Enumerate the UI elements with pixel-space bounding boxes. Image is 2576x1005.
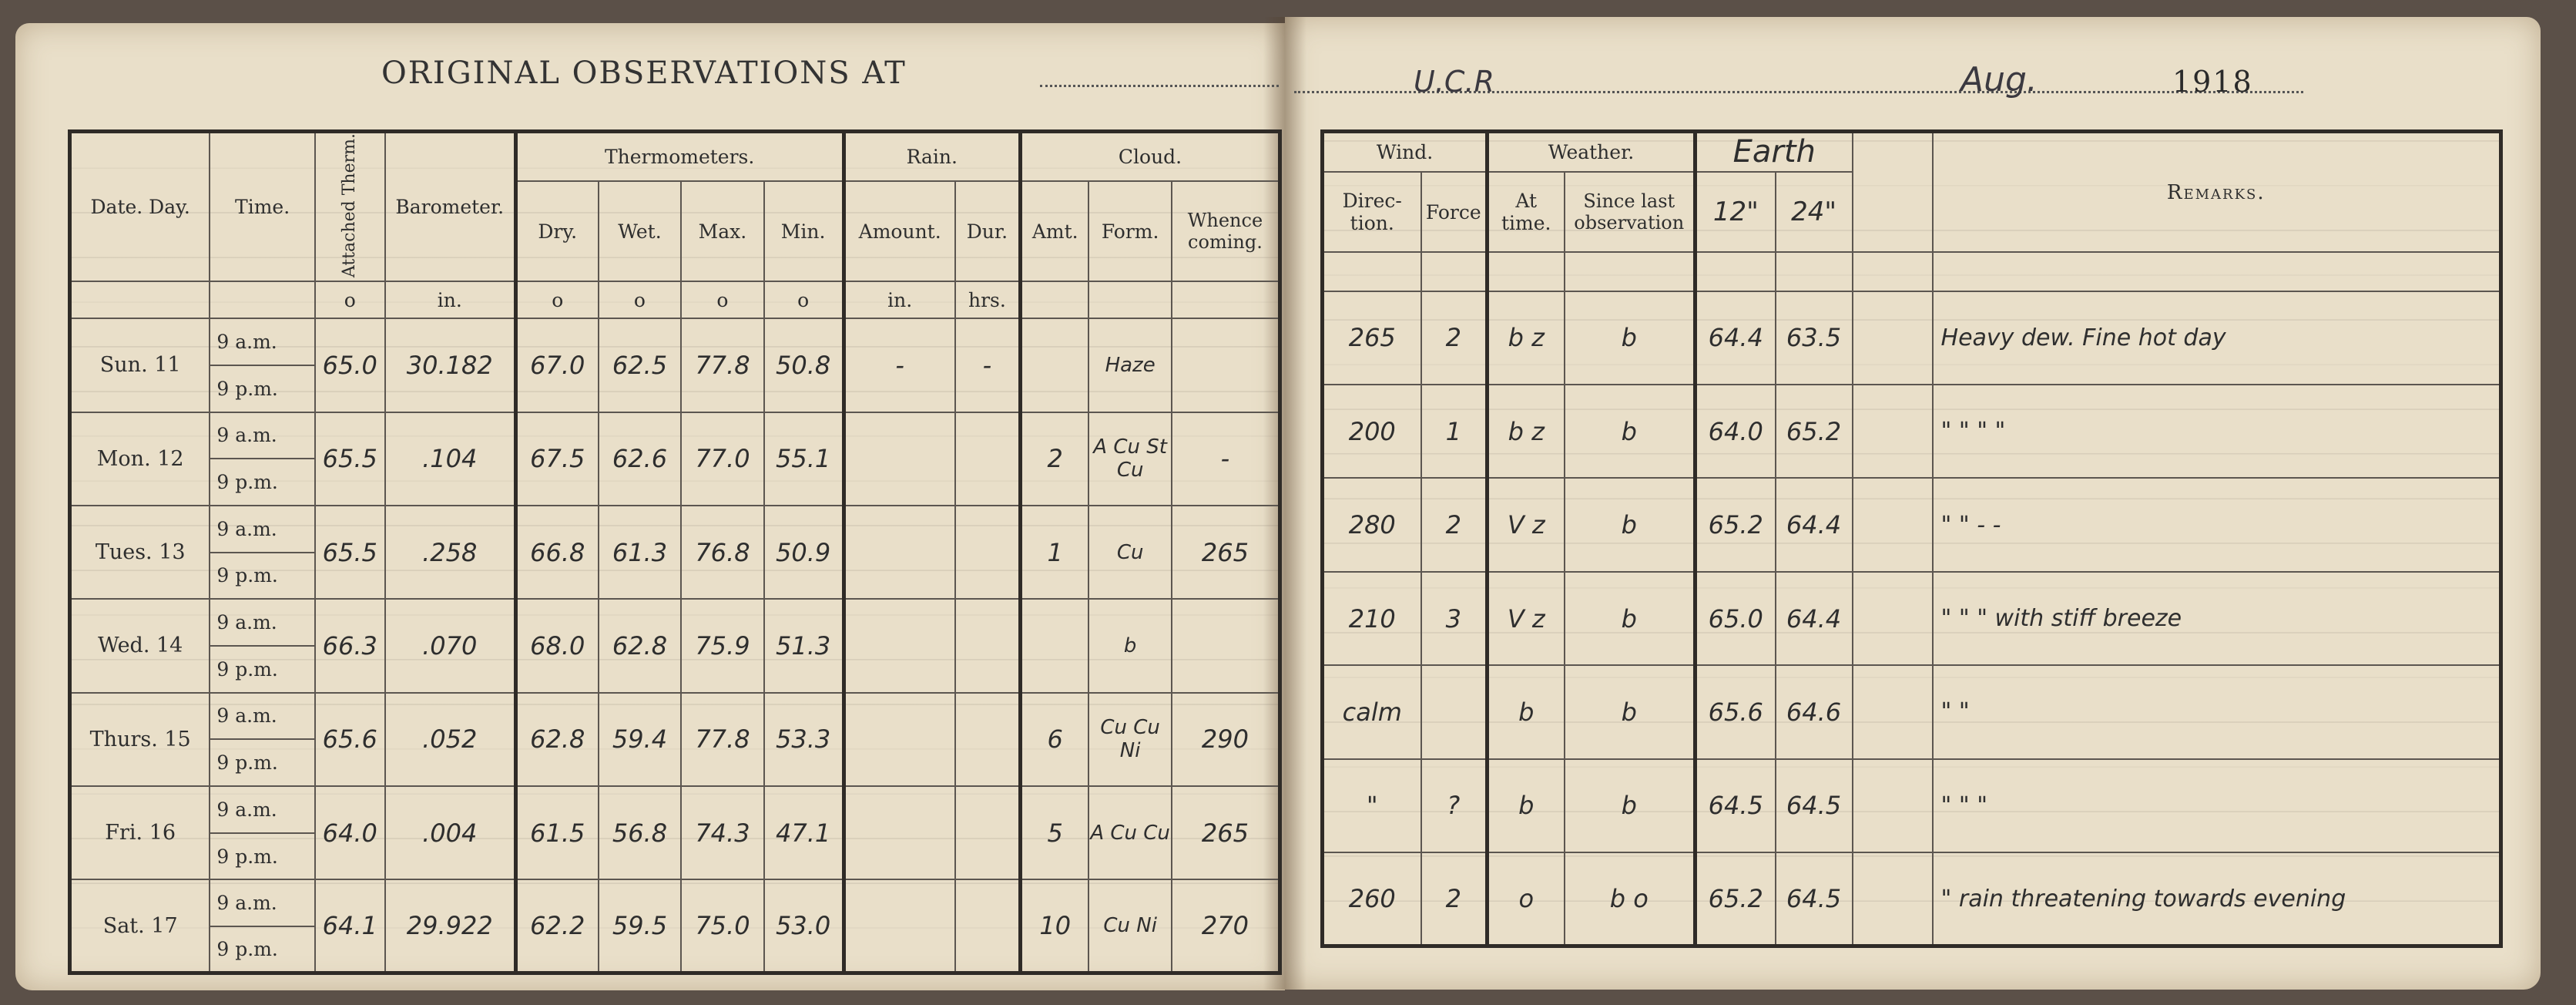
cloud-form-value: Cu xyxy=(1088,506,1171,599)
attached-therm-value: 65.5 xyxy=(315,412,385,506)
table-row xyxy=(70,786,1280,833)
earth-12-value: 64.5 xyxy=(1696,759,1776,852)
barometer-value: .104 xyxy=(385,412,515,506)
weather-since-last-value: b xyxy=(1565,572,1696,665)
weather-at-time-value: V z xyxy=(1488,478,1565,571)
earth-24-value: 64.5 xyxy=(1776,852,1853,946)
wind-force-value: 2 xyxy=(1421,852,1488,946)
min-value: 53.3 xyxy=(764,693,844,786)
table-row xyxy=(70,599,1280,646)
whence-value: 265 xyxy=(1172,786,1280,879)
time-pm: 9 p.m. xyxy=(210,459,314,506)
weather-since-last-value: b xyxy=(1565,385,1696,478)
wind-direction-value: 280 xyxy=(1323,478,1421,571)
earth-24-value: 63.5 xyxy=(1776,291,1853,385)
blank-cell xyxy=(1853,852,1933,946)
unit-max: o xyxy=(681,281,763,318)
remarks-value: " rain threatening towards evening xyxy=(1933,852,2501,946)
blank-cell xyxy=(1853,385,1933,478)
cloud-form-value: b xyxy=(1088,599,1171,692)
rain-dur-value xyxy=(955,786,1021,879)
cloud-amt-value: 1 xyxy=(1021,506,1089,599)
barometer-value: .052 xyxy=(385,693,515,786)
wind-force-value: 2 xyxy=(1421,478,1488,571)
dry-value: 61.5 xyxy=(515,786,598,879)
wind-direction-value: 210 xyxy=(1323,572,1421,665)
rain-dur-value xyxy=(955,412,1021,506)
table-row xyxy=(70,879,1280,926)
day-label: Tues. 13 xyxy=(70,506,210,599)
rain-amount-value xyxy=(844,786,955,879)
time-pm: 9 p.m. xyxy=(210,553,314,600)
rain-amount-value xyxy=(844,879,955,973)
max-value: 75.0 xyxy=(681,879,763,973)
rain-dur-value xyxy=(955,599,1021,692)
day-label: Mon. 12 xyxy=(70,412,210,506)
weather-at-time-value: b xyxy=(1488,759,1565,852)
col-weather: Weather. xyxy=(1488,132,1696,172)
whence-value: 265 xyxy=(1172,506,1280,599)
time-am: 9 a.m. xyxy=(210,412,314,459)
dry-value: 67.5 xyxy=(515,412,598,506)
barometer-value: 29.922 xyxy=(385,879,515,973)
wind-force-value xyxy=(1421,665,1488,758)
rain-amount-value xyxy=(844,599,955,692)
attached-therm-label: Attached Therm. xyxy=(340,133,360,278)
wet-value: 56.8 xyxy=(599,786,681,879)
col-weather-at-time: At time. xyxy=(1488,172,1565,253)
day-label: Fri. 16 xyxy=(70,786,210,879)
barometer-value: .070 xyxy=(385,599,515,692)
col-barometer: Barometer. xyxy=(385,132,515,282)
wet-value: 62.8 xyxy=(599,599,681,692)
weather-at-time-value: V z xyxy=(1488,572,1565,665)
month-name: Aug. xyxy=(1961,60,2038,99)
wind-force-value: 2 xyxy=(1421,291,1488,385)
col-max: Max. xyxy=(681,181,763,281)
right-units-row xyxy=(1323,252,2501,291)
day-label: Wed. 14 xyxy=(70,599,210,692)
wet-value: 59.4 xyxy=(599,693,681,786)
table-row xyxy=(1323,665,2501,758)
wind-direction-value: " xyxy=(1323,759,1421,852)
time-pm: 9 p.m. xyxy=(210,833,314,880)
units-row xyxy=(70,281,1280,318)
dry-value: 66.8 xyxy=(515,506,598,599)
right-observation-table xyxy=(1320,129,2503,948)
day-label: Sat. 17 xyxy=(70,879,210,973)
table-row xyxy=(1323,759,2501,852)
unit-attached: o xyxy=(315,281,385,318)
remarks-value: " " - - xyxy=(1933,478,2501,571)
dry-value: 67.0 xyxy=(515,318,598,412)
table-row xyxy=(70,506,1280,553)
col-time: Time. xyxy=(210,132,314,282)
rain-dur-value xyxy=(955,693,1021,786)
page-title: ORIGINAL OBSERVATIONS AT xyxy=(381,55,907,91)
blank-cell xyxy=(1853,759,1933,852)
earth-12-value: 64.4 xyxy=(1696,291,1776,385)
min-value: 50.9 xyxy=(764,506,844,599)
col-thermometers: Thermometers. xyxy=(515,132,844,182)
cloud-form-value: Cu Ni xyxy=(1088,879,1171,973)
table-row xyxy=(1323,852,2501,946)
wet-value: 59.5 xyxy=(599,879,681,973)
max-value: 77.8 xyxy=(681,693,763,786)
col-weather-since-last: Since last observation xyxy=(1565,172,1696,253)
max-value: 77.0 xyxy=(681,412,763,506)
earth-12-value: 65.6 xyxy=(1696,665,1776,758)
right-table-body xyxy=(1323,291,2501,946)
blank-cell xyxy=(1853,478,1933,571)
earth-24-value: 64.4 xyxy=(1776,572,1853,665)
col-cloud: Cloud. xyxy=(1021,132,1280,182)
col-dry: Dry. xyxy=(515,181,598,281)
col-cloud-amt: Amt. xyxy=(1021,181,1089,281)
col-wind-direction: Direc-tion. xyxy=(1323,172,1421,253)
earth-12-value: 65.0 xyxy=(1696,572,1776,665)
col-earth-12: 12" xyxy=(1696,172,1776,253)
table-row xyxy=(1323,291,2501,385)
col-wet: Wet. xyxy=(599,181,681,281)
attached-therm-value: 65.6 xyxy=(315,693,385,786)
col-wind: Wind. xyxy=(1323,132,1488,172)
table-row xyxy=(70,693,1280,740)
whence-value: - xyxy=(1172,412,1280,506)
earth-24-value: 64.6 xyxy=(1776,665,1853,758)
col-remarks: Remarks. xyxy=(1933,132,2501,253)
weather-since-last-value: b xyxy=(1565,291,1696,385)
wet-value: 62.5 xyxy=(599,318,681,412)
time-pm: 9 p.m. xyxy=(210,646,314,693)
dry-value: 62.2 xyxy=(515,879,598,973)
earth-24-value: 65.2 xyxy=(1776,385,1853,478)
max-value: 76.8 xyxy=(681,506,763,599)
rain-amount-value xyxy=(844,412,955,506)
rain-amount-value: - xyxy=(844,318,955,412)
table-row xyxy=(1323,478,2501,571)
time-pm: 9 p.m. xyxy=(210,926,314,973)
barometer-value: .004 xyxy=(385,786,515,879)
wind-direction-value: 260 xyxy=(1323,852,1421,946)
remarks-value: Heavy dew. Fine hot day xyxy=(1933,291,2501,385)
min-value: 55.1 xyxy=(764,412,844,506)
wet-value: 61.3 xyxy=(599,506,681,599)
cloud-amt-value: 5 xyxy=(1021,786,1089,879)
attached-therm-value: 64.0 xyxy=(315,786,385,879)
wind-force-value: 3 xyxy=(1421,572,1488,665)
earth-12-value: 65.2 xyxy=(1696,478,1776,571)
unit-dry: o xyxy=(515,281,598,318)
time-pm: 9 p.m. xyxy=(210,739,314,786)
col-rain-dur: Dur. xyxy=(955,181,1021,281)
min-value: 47.1 xyxy=(764,786,844,879)
max-value: 74.3 xyxy=(681,786,763,879)
col-whence: Whence coming. xyxy=(1172,181,1280,281)
wind-force-value: ? xyxy=(1421,759,1488,852)
min-value: 53.0 xyxy=(764,879,844,973)
unit-min: o xyxy=(764,281,844,318)
col-cloud-form: Form. xyxy=(1088,181,1171,281)
attached-therm-value: 65.5 xyxy=(315,506,385,599)
left-table-body xyxy=(70,318,1280,973)
weather-at-time-value: b z xyxy=(1488,291,1565,385)
remarks-value: " " " xyxy=(1933,759,2501,852)
remarks-value: " " xyxy=(1933,665,2501,758)
weather-since-last-value: b xyxy=(1565,478,1696,571)
wind-direction-value: 200 xyxy=(1323,385,1421,478)
dry-value: 68.0 xyxy=(515,599,598,692)
whence-value xyxy=(1172,318,1280,412)
time-am: 9 a.m. xyxy=(210,693,314,740)
unit-rain-amount: in. xyxy=(844,281,955,318)
title-dotted-line xyxy=(1040,85,1279,87)
time-am: 9 a.m. xyxy=(210,506,314,553)
col-earth-24: 24" xyxy=(1776,172,1853,253)
weather-at-time-value: b xyxy=(1488,665,1565,758)
time-am: 9 a.m. xyxy=(210,879,314,926)
attached-therm-value: 65.0 xyxy=(315,318,385,412)
rain-amount-value xyxy=(844,693,955,786)
cloud-form-value: Haze xyxy=(1088,318,1171,412)
earth-12-value: 64.0 xyxy=(1696,385,1776,478)
whence-value: 290 xyxy=(1172,693,1280,786)
rain-dur-value: - xyxy=(955,318,1021,412)
unit-barometer: in. xyxy=(385,281,515,318)
weather-at-time-value: o xyxy=(1488,852,1565,946)
wind-direction-value: 265 xyxy=(1323,291,1421,385)
col-min: Min. xyxy=(764,181,844,281)
whence-value xyxy=(1172,599,1280,692)
table-row xyxy=(70,412,1280,459)
day-label: Thurs. 15 xyxy=(70,693,210,786)
remarks-value: " " " " xyxy=(1933,385,2501,478)
remarks-value: " " " with stiff breeze xyxy=(1933,572,2501,665)
col-rain: Rain. xyxy=(844,132,1020,182)
col-wind-force: Force xyxy=(1421,172,1488,253)
cloud-form-value: Cu Cu Ni xyxy=(1088,693,1171,786)
min-value: 51.3 xyxy=(764,599,844,692)
cloud-form-value: A Cu Cu xyxy=(1088,786,1171,879)
max-value: 77.8 xyxy=(681,318,763,412)
cloud-amt-value xyxy=(1021,599,1089,692)
col-attached-therm xyxy=(315,132,385,282)
barometer-value: 30.182 xyxy=(385,318,515,412)
whence-value: 270 xyxy=(1172,879,1280,973)
station-name: U.C.R xyxy=(1414,65,1494,99)
attached-therm-value: 66.3 xyxy=(315,599,385,692)
weather-since-last-value: b xyxy=(1565,759,1696,852)
table-row xyxy=(1323,572,2501,665)
col-date-day: Date. Day. xyxy=(70,132,210,282)
dry-value: 62.8 xyxy=(515,693,598,786)
year: 1918 xyxy=(2172,65,2253,99)
time-am: 9 a.m. xyxy=(210,599,314,646)
wet-value: 62.6 xyxy=(599,412,681,506)
weather-since-last-value: b o xyxy=(1565,852,1696,946)
rain-dur-value xyxy=(955,879,1021,973)
rain-amount-value xyxy=(844,506,955,599)
cloud-amt-value: 6 xyxy=(1021,693,1089,786)
unit-wet: o xyxy=(599,281,681,318)
cloud-amt-value: 10 xyxy=(1021,879,1089,973)
time-pm: 9 p.m. xyxy=(210,365,314,412)
weather-at-time-value: b z xyxy=(1488,385,1565,478)
col-earth: Earth xyxy=(1696,132,1853,172)
day-label: Sun. 11 xyxy=(70,318,210,412)
earth-12-value: 65.2 xyxy=(1696,852,1776,946)
blank-cell xyxy=(1853,665,1933,758)
weather-since-last-value: b xyxy=(1565,665,1696,758)
table-row xyxy=(1323,385,2501,478)
attached-therm-value: 64.1 xyxy=(315,879,385,973)
wind-force-value: 1 xyxy=(1421,385,1488,478)
cloud-form-value: A Cu St Cu xyxy=(1088,412,1171,506)
left-observation-table xyxy=(68,129,1282,975)
table-row xyxy=(70,318,1280,365)
min-value: 50.8 xyxy=(764,318,844,412)
wind-direction-value: calm xyxy=(1323,665,1421,758)
barometer-value: .258 xyxy=(385,506,515,599)
max-value: 75.9 xyxy=(681,599,763,692)
time-am: 9 a.m. xyxy=(210,318,314,365)
cloud-amt-value: 2 xyxy=(1021,412,1089,506)
blank-cell xyxy=(1853,291,1933,385)
earth-24-value: 64.4 xyxy=(1776,478,1853,571)
rain-dur-value xyxy=(955,506,1021,599)
earth-24-value: 64.5 xyxy=(1776,759,1853,852)
unit-rain-dur: hrs. xyxy=(955,281,1021,318)
blank-cell xyxy=(1853,572,1933,665)
col-rain-amount: Amount. xyxy=(844,181,955,281)
cloud-amt-value xyxy=(1021,318,1089,412)
time-am: 9 a.m. xyxy=(210,786,314,833)
